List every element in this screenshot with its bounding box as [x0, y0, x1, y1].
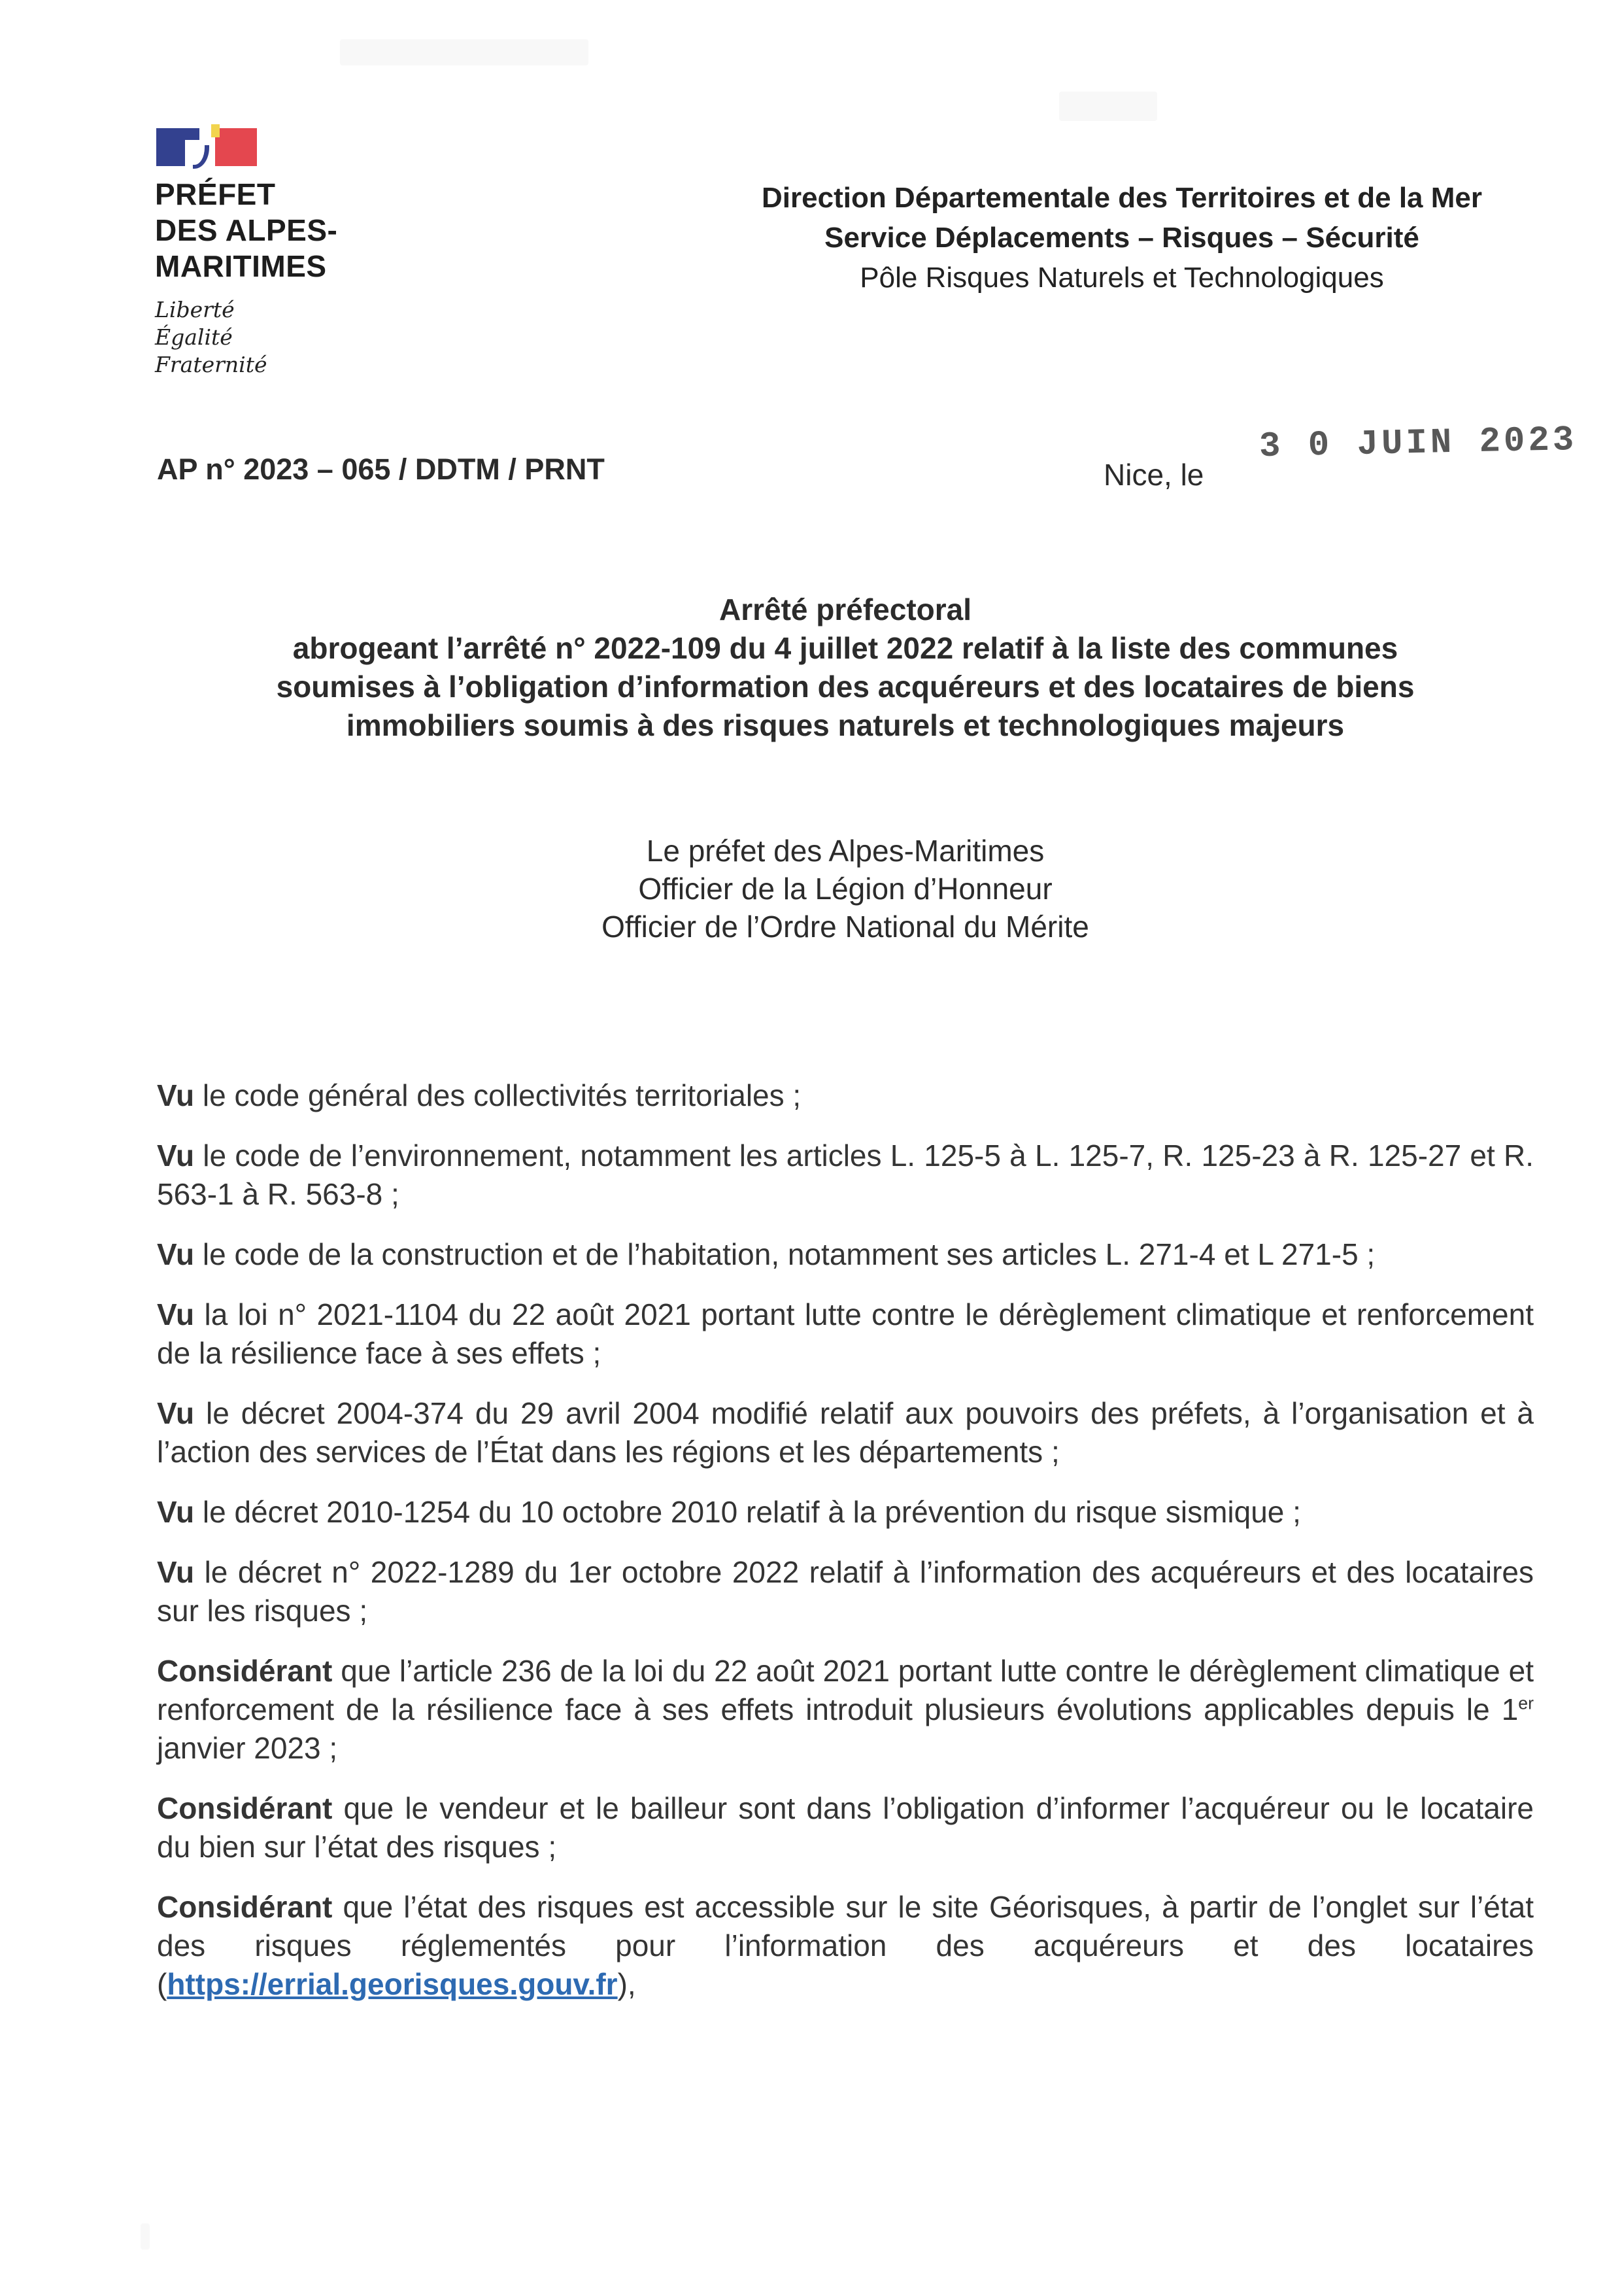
- department-line: Pôle Risques Naturels et Technologiques: [860, 262, 1384, 294]
- scan-artifact: [1059, 92, 1157, 121]
- title-line: Arrêté préfectoral: [718, 592, 972, 626]
- date-stamp: 3 0 JUIN 2023: [1259, 420, 1578, 468]
- decree-reference-number: AP n° 2023 – 065 / DDTM / PRNT: [157, 453, 605, 486]
- title-line: soumises à l’obligation d’information des acquéreurs et des locataires de biens: [276, 670, 1415, 704]
- body-paragraphs: [157, 1076, 1534, 2025]
- body-paragraph: [157, 1652, 1534, 1768]
- title-line: abrogeant l’arrêté n° 2022-109 du 4 juillet 2022 relatif à la liste des communes: [292, 631, 1398, 665]
- paragraph-text: (: [157, 1967, 167, 2001]
- body-paragraph: [157, 1076, 1534, 1115]
- paragraph-lead-word: Vu: [157, 1139, 195, 1173]
- marianne-outline: [193, 145, 209, 169]
- paragraph-text: le décret 2004-374 du 29 avril 2004 modifié relatif aux pouvoirs des préfets, à l’organisation et à l’action des services de l’État dans les régions et les départements ;: [157, 1396, 1534, 1469]
- paragraph-lead-word: Vu: [157, 1237, 195, 1271]
- flag-yellow-accent: [211, 124, 220, 137]
- flag-red-band: [215, 128, 257, 166]
- decree-title: [156, 591, 1535, 745]
- authority-line: Officier de la Légion d’Honneur: [638, 872, 1053, 906]
- department-line: Service Déplacements – Risques – Sécurité: [824, 222, 1419, 254]
- paragraph-text: janvier 2023 ;: [157, 1731, 338, 1765]
- body-paragraph: [157, 1235, 1534, 1274]
- republic-motto: [155, 296, 337, 379]
- place-date-label: Nice, le: [1104, 458, 1204, 492]
- paragraph-text: que l’article 236 de la loi du 22 août 2021 portant lutte contre le dérèglement climatique et renforcement de la résilience face à ses effets introduit plusieurs évolutions applicables depuis le 1: [157, 1654, 1534, 1726]
- paragraph-text: le décret n° 2022-1289 du 1er octobre 2022 relatif à l’information des acquéreurs et des locataires sur les risques ;: [157, 1555, 1534, 1628]
- paragraph-lead-word: Considérant: [157, 1890, 333, 1924]
- motto-line: Liberté: [155, 297, 235, 322]
- prefecture-name-line: MARITIMES: [155, 249, 327, 283]
- paragraph-text: ),: [617, 1967, 636, 2001]
- paragraph-text: le décret 2010-1254 du 10 octobre 2010 relatif à la prévention du risque sismique ;: [194, 1495, 1301, 1529]
- paragraph-text: que l’état des risques est accessible sur le site Géorisques, à partir de l’onglet sur l’état des risques réglementés pour l’information des acquéreurs et des locataires: [157, 1890, 1534, 1962]
- paragraph-text: la loi n° 2021-1104 du 22 août 2021 portant lutte contre le dérèglement climatique et renforcement de la résilience face à ses effets ;: [157, 1297, 1534, 1370]
- body-paragraph: [157, 1493, 1534, 1532]
- body-paragraph: [157, 1394, 1534, 1471]
- body-paragraph: [157, 1295, 1534, 1373]
- department-header: [709, 178, 1534, 298]
- motto-line: Fraternité: [155, 352, 267, 377]
- body-paragraph: [157, 1888, 1534, 2004]
- motto-line: Égalité: [155, 324, 233, 350]
- prefecture-name-line: DES ALPES-: [155, 213, 338, 247]
- scan-artifact: [141, 2223, 150, 2250]
- paragraph-text: le code de la construction et de l’habitation, notamment ses articles L. 271-4 et L 271-5 ;: [194, 1237, 1376, 1271]
- french-government-logo: [155, 128, 337, 379]
- department-line: Direction Départementale des Territoires et de la Mer: [762, 182, 1482, 214]
- body-paragraph: [157, 1553, 1534, 1630]
- authority-titles: [156, 832, 1535, 946]
- authority-line: Le préfet des Alpes-Maritimes: [646, 834, 1045, 868]
- paragraph-text: le code général des collectivités territoriales ;: [194, 1078, 802, 1112]
- paragraph-lead-word: Vu: [157, 1555, 195, 1589]
- authority-line: Officier de l’Ordre National du Mérite: [601, 910, 1089, 944]
- prefecture-name-line: PRÉFET: [155, 177, 276, 211]
- title-line: immobiliers soumis à des risques naturels et technologiques majeurs: [346, 708, 1345, 742]
- paragraph-lead-word: Considérant: [157, 1791, 333, 1825]
- body-paragraph: [157, 1137, 1534, 1214]
- french-flag-marianne-icon: [156, 128, 257, 166]
- body-paragraph: [157, 1789, 1534, 1866]
- paragraph-lead-word: Vu: [157, 1396, 195, 1430]
- paragraph-lead-word: Considérant: [157, 1654, 333, 1688]
- paragraph-text: le code de l’environnement, notamment les articles L. 125-5 à L. 125-7, R. 125-23 à R. 125-27 et R. 563-1 à R. 563-8 ;: [157, 1139, 1534, 1211]
- scan-artifact: [340, 39, 588, 65]
- paragraph-lead-word: Vu: [157, 1495, 195, 1529]
- georisques-link[interactable]: https://errial.georisques.gouv.fr: [167, 1967, 618, 2001]
- paragraph-lead-word: Vu: [157, 1078, 195, 1112]
- superscript-text: er: [1518, 1693, 1534, 1713]
- prefecture-name: [155, 177, 337, 284]
- paragraph-lead-word: Vu: [157, 1297, 195, 1331]
- paragraph-text: que le vendeur et le bailleur sont dans l’obligation d’informer l’acquéreur ou le locataire du bien sur l’état des risques ;: [157, 1791, 1534, 1864]
